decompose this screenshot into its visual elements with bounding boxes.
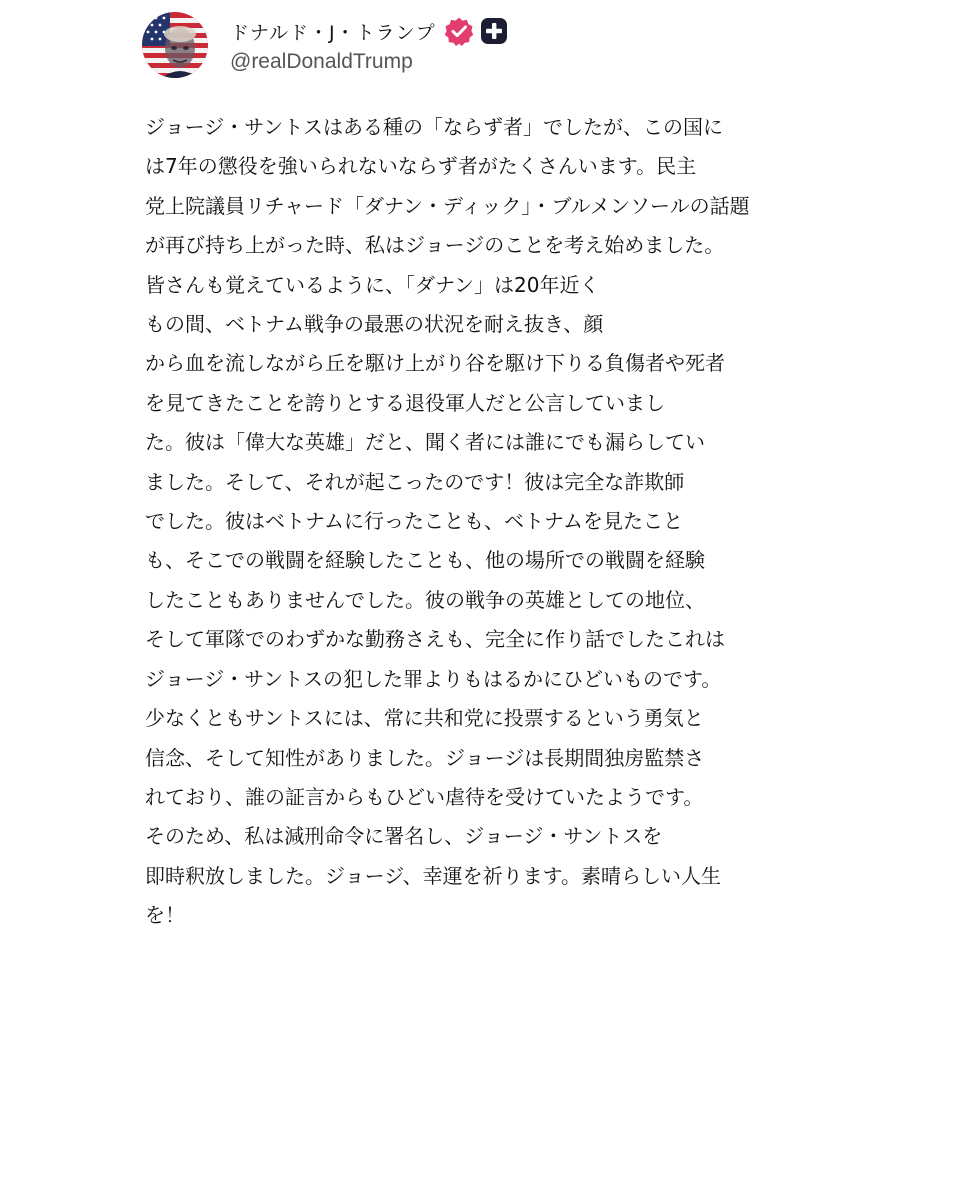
post-body [145,108,845,936]
author-identity [230,16,508,74]
avatar[interactable] [142,12,208,78]
post-text-line: が再び持ち上がった時、私はジョージのことを考え始めました。 [145,233,725,258]
avatar-flag-portrait-icon [142,12,208,78]
post-text-line: は7年の懲役を強いられないならず者がたくさんいます。民主 [145,154,697,179]
post-text-line: も、そこでの戦闘を経験したことも、他の場所での戦闘を経験 [145,548,705,573]
post-text-line: ジョージ・サントスの犯した罪よりもはるかにひどいものです。 [145,666,722,691]
post-text-line: た。彼は「偉大な英雄」だと、聞く者には誰にでも漏らしてい [145,430,705,455]
name-row [230,16,508,46]
post-text-line: 党上院議員リチャード「ダナン・ディック」・ブルメンソールの話題 [145,193,750,218]
post-text-line: れており、誰の証言からもひどい虐待を受けていたようです。 [145,784,704,809]
plus-badge-icon [480,17,508,45]
post-text-line: 即時釈放しました。ジョージ、幸運を祈ります。素晴らしい人生 [145,863,721,888]
post-text-line: ジョージ・サントスはある種の「ならず者」でしたが、この国に [145,115,723,139]
post-header [142,12,508,78]
post-text-line: もの間、ベトナム戦争の最悪の状況を耐え抜き、顔 [145,312,604,337]
display-name[interactable]: ドナルド・J・トランプ [230,21,436,44]
user-handle[interactable]: @realDonaldTrump [230,50,413,73]
post-text-line: そのため、私は減刑命令に署名し、ジョージ・サントスを [145,824,663,849]
post-text-line: 少なくともサントスには、常に共和党に投票するという勇気と [145,706,704,731]
post-text-line: ました。そして、それが起こったのです！彼は完全な詐欺師 [145,469,685,494]
post-text-line: でした。彼はベトナムに行ったことも、ベトナムを見たこと [145,509,683,534]
post-text-line: 信念、そして知性がありました。ジョージは長期間独房監禁さ [145,745,705,770]
post-text-line: を！ [145,903,185,928]
post-text-line: を見てきたことを誇りとする退役軍人だと公言していまし [145,390,665,415]
post-text-line: そして軍隊でのわずかな勤務さえも、完全に作り話でしたこれは [145,627,725,652]
post-text-line: したこともありませんでした。彼の戦争の英雄としての地位、 [145,587,705,612]
post-text-line: から血を流しながら丘を駆け上がり谷を駆け下りる負傷者や死者 [145,351,725,376]
verified-badge-icon [444,16,474,46]
post-text-line: 皆さんも覚えているように、「ダナン」は20年近く [145,272,600,297]
